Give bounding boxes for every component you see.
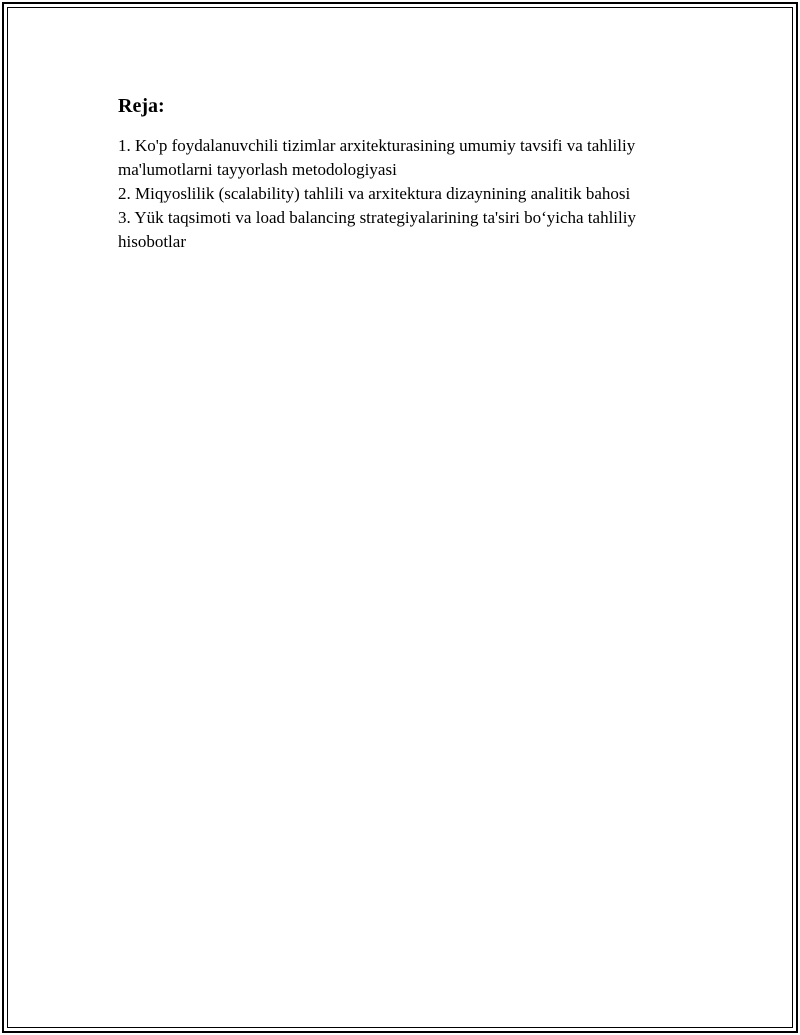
plan-heading: Reja: bbox=[118, 95, 165, 117]
plan-item-1: 1. Ko'p foydalanuvchili tizimlar arxitekturasining umumiy tavsifi va tahliliy ma'lumotlarni tayyorlash metodologiyasi bbox=[118, 136, 636, 179]
plan-list bbox=[118, 134, 698, 254]
plan-item-3: 3. Yük taqsimoti va load balancing strategiyalarining ta'siri bo‘yicha tahliliy hisobotlar bbox=[118, 208, 636, 251]
plan-item-2: 2. Miqyoslilik (scalability) tahlili va arxitektura dizaynining analitik bahosi bbox=[118, 184, 631, 203]
document-content bbox=[118, 94, 698, 254]
